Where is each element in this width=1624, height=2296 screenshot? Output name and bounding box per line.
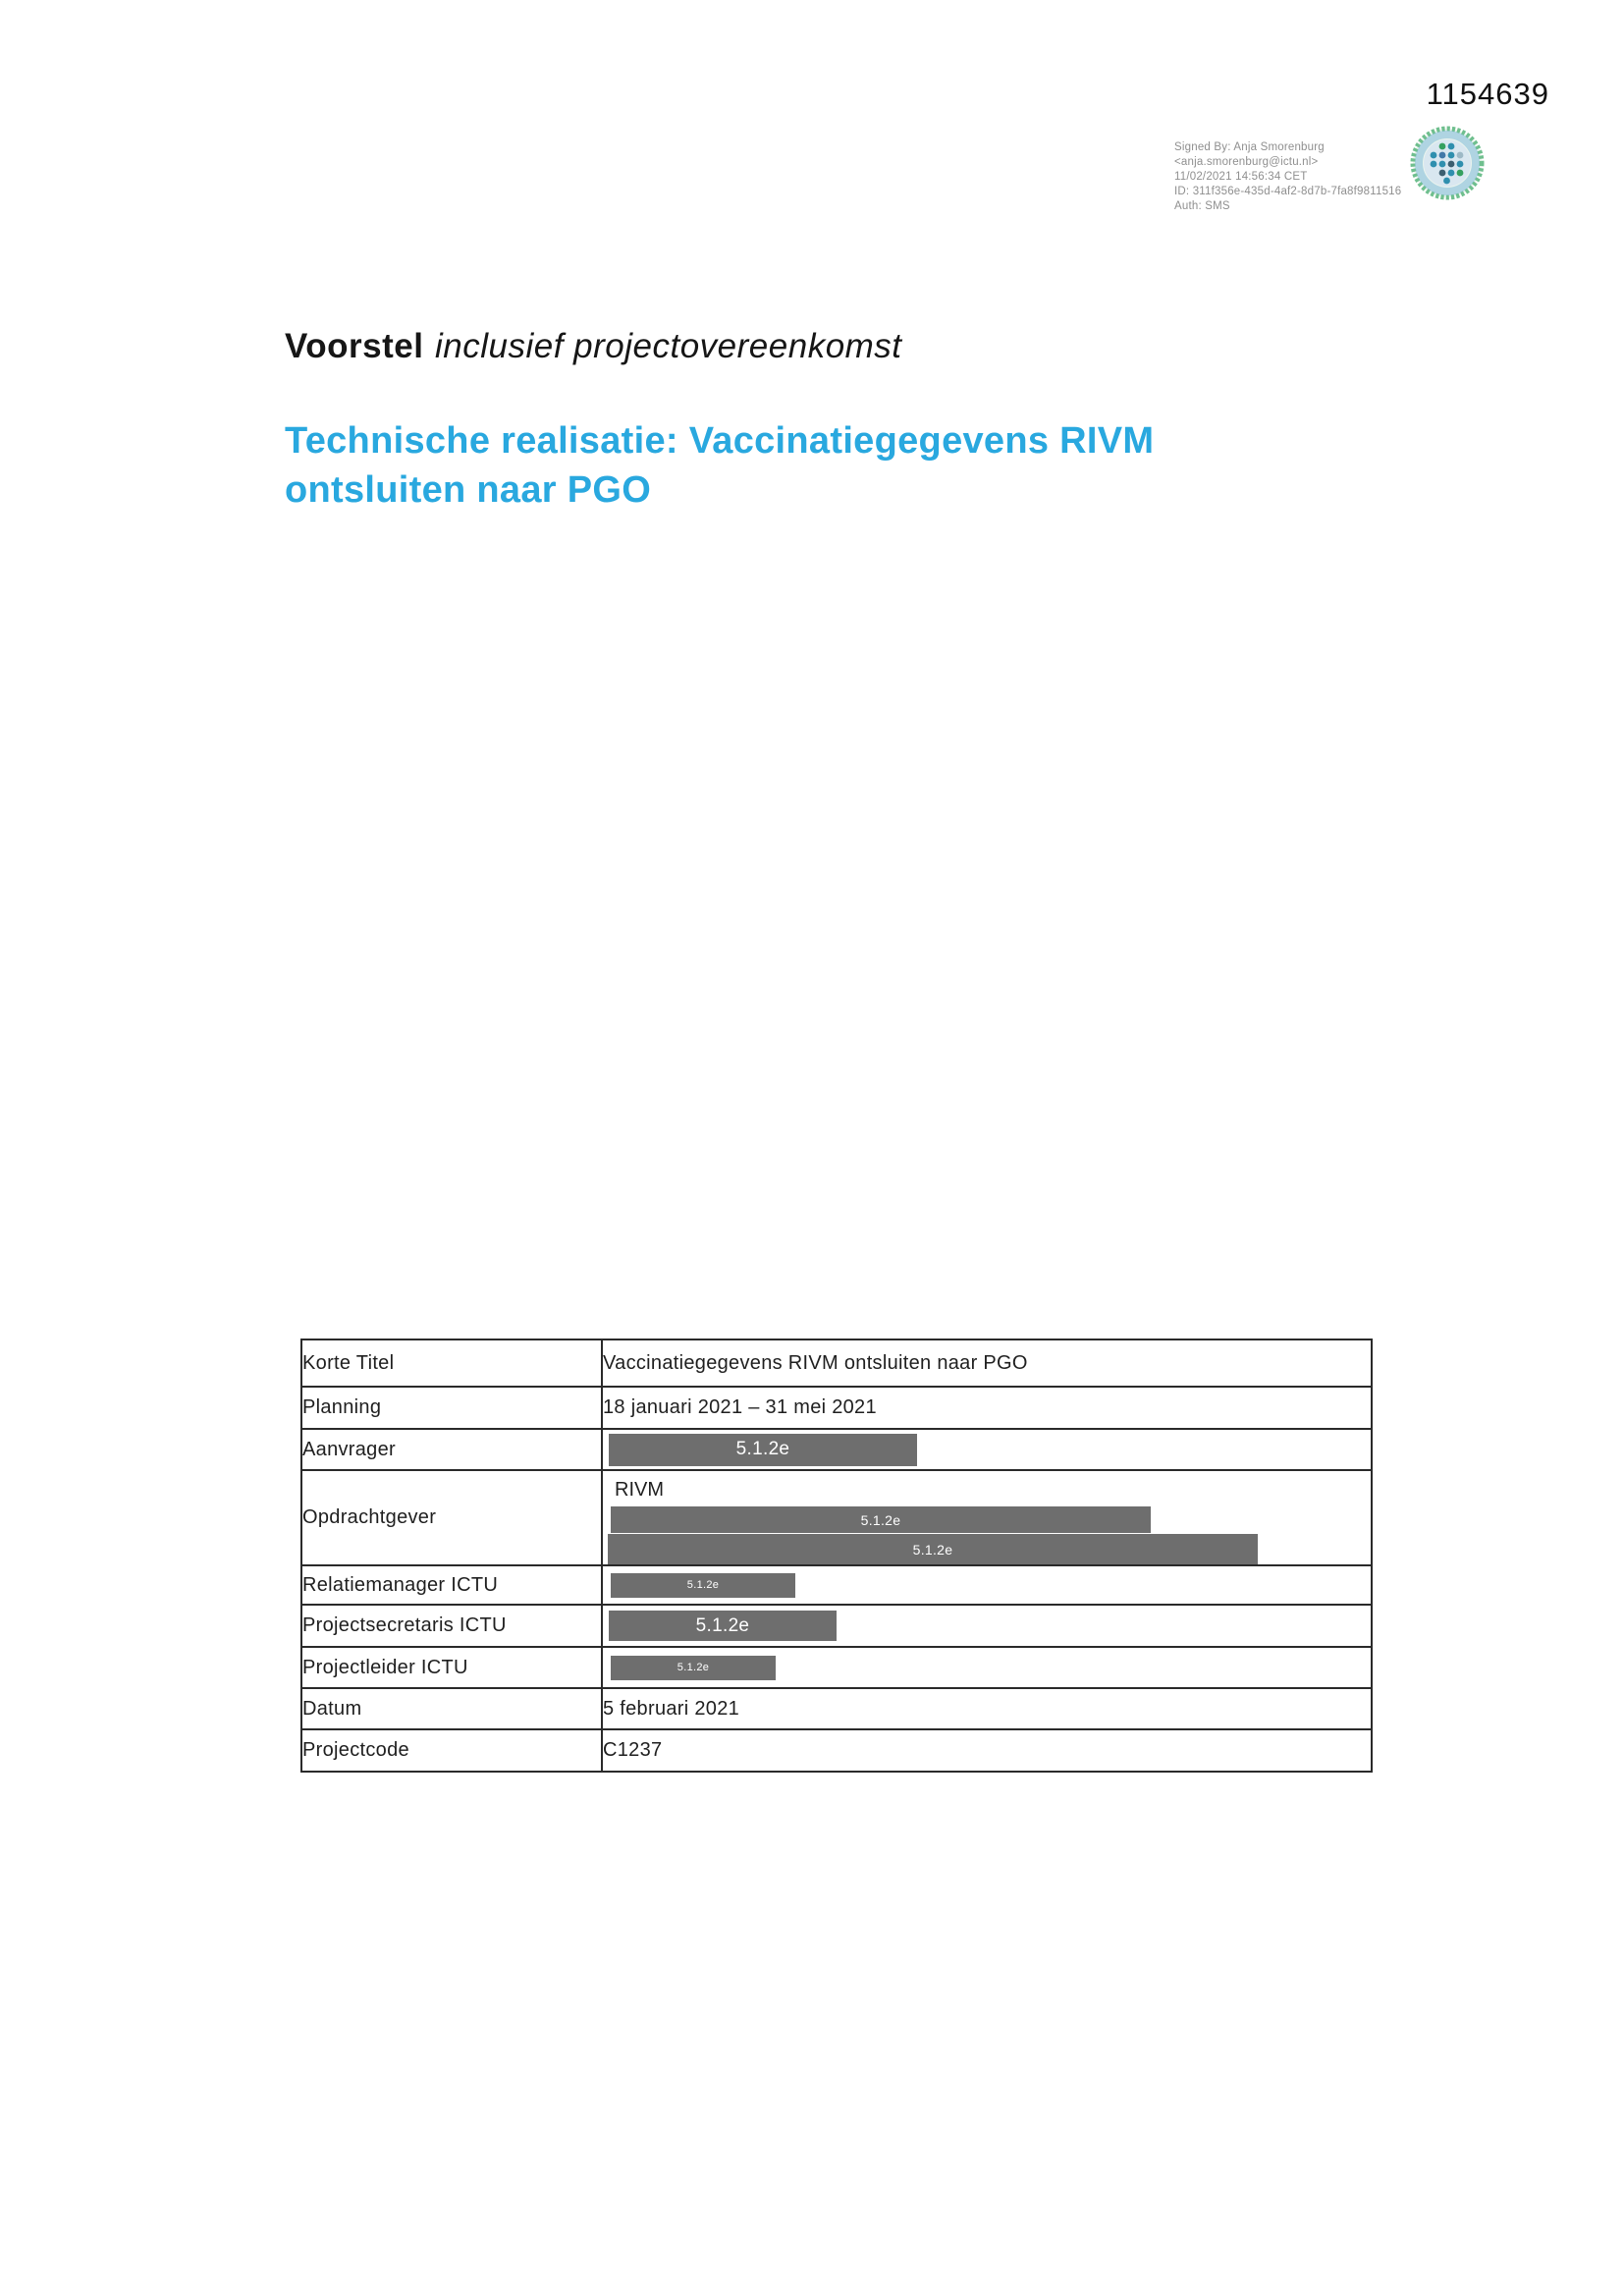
redaction-bar: 5.1.2e — [609, 1611, 837, 1641]
signature-line-id: ID: 311f356e-435d-4af2-8d7b-7fa8f9811516 — [1174, 186, 1402, 197]
table-row-projectsecretaris — [301, 1605, 1372, 1647]
row-value: 5 februari 2021 — [602, 1688, 1372, 1729]
page-title — [285, 327, 902, 366]
row-label: Aanvrager — [301, 1429, 602, 1470]
row-label: Datum — [301, 1688, 602, 1729]
page-title-bold: Voorstel — [285, 327, 424, 365]
signature-line-auth: Auth: SMS — [1174, 200, 1230, 212]
table-row-opdrachtgever — [301, 1470, 1372, 1565]
doc-number: 1154639 — [1426, 77, 1549, 111]
dotted-seal-icon — [1408, 124, 1487, 202]
redaction-bar: 5.1.2e — [611, 1656, 776, 1680]
signature-line-signed-by: Signed By: Anja Smorenburg <anja.smorenburg@ictu.nl> — [1174, 141, 1325, 168]
section-heading: Technische realisatie: Vaccinatiegegevens RIVM ontsluiten naar PGO — [285, 420, 1155, 512]
project-metadata-table — [300, 1339, 1373, 1773]
row-value: Vaccinatiegegevens RIVM ontsluiten naar PGO — [602, 1339, 1372, 1387]
table-row-projectleider — [301, 1647, 1372, 1688]
row-value: 18 januari 2021 – 31 mei 2021 — [602, 1387, 1372, 1429]
redaction-bar: 5.1.2e — [611, 1573, 795, 1598]
row-value: RIVM — [615, 1479, 664, 1501]
row-label: Opdrachtgever — [301, 1470, 602, 1565]
table-row-korte-titel — [301, 1339, 1372, 1387]
row-label: Projectleider ICTU — [301, 1647, 602, 1688]
table-row-relatiemanager — [301, 1565, 1372, 1605]
table-row-datum — [301, 1688, 1372, 1729]
table-row-planning — [301, 1387, 1372, 1429]
row-label: Relatiemanager ICTU — [301, 1565, 602, 1605]
row-label: Planning — [301, 1387, 602, 1429]
redaction-bar: 5.1.2e — [608, 1534, 1258, 1564]
table-row-aanvrager — [301, 1429, 1372, 1470]
row-value: C1237 — [602, 1729, 1372, 1772]
row-label: Projectcode — [301, 1729, 602, 1772]
page-title-italic: inclusief projectovereenkomst — [434, 327, 902, 365]
redaction-bar: 5.1.2e — [611, 1506, 1151, 1533]
table-row-projectcode — [301, 1729, 1372, 1772]
signature-line-timestamp: 11/02/2021 14:56:34 CET — [1174, 171, 1308, 183]
row-label: Korte Titel — [301, 1339, 602, 1387]
row-label: Projectsecretaris ICTU — [301, 1605, 602, 1647]
redaction-bar: 5.1.2e — [609, 1434, 917, 1466]
